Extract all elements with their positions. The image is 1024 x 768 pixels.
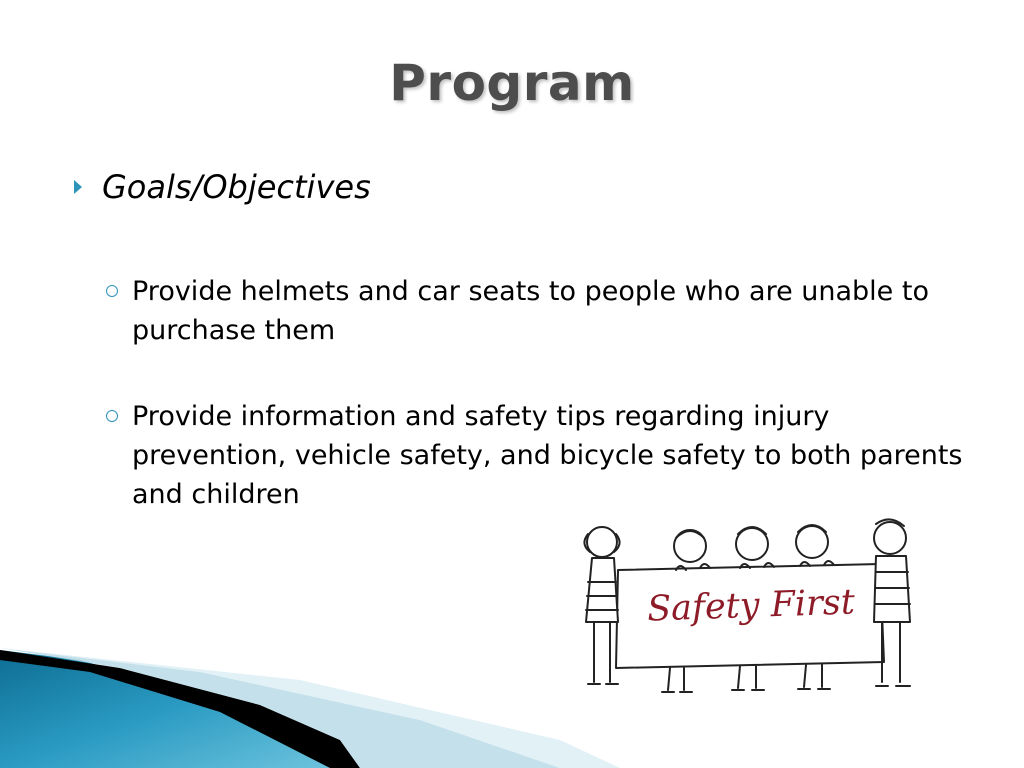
banner-text: Safety First: [646, 582, 856, 630]
hollow-circle-bullet-icon: [106, 285, 118, 297]
slide-title: Program: [389, 54, 635, 112]
heading-text: Goals/Objectives: [102, 168, 371, 206]
safety-first-illustration: [580, 512, 920, 712]
bullet-text-1: Provide helmets and car seats to people who are unable to purchase them: [132, 276, 929, 346]
hollow-circle-bullet-icon: [106, 410, 118, 422]
triangle-arrow-icon: [74, 180, 82, 194]
heading-bullet: [74, 168, 371, 206]
sub-bullet-1: [106, 272, 986, 350]
bullet-text-2: Provide information and safety tips regarding injury prevention, vehicle safety, and bicycle safety to both parents and children: [132, 401, 963, 510]
sub-bullet-2: [106, 397, 986, 514]
